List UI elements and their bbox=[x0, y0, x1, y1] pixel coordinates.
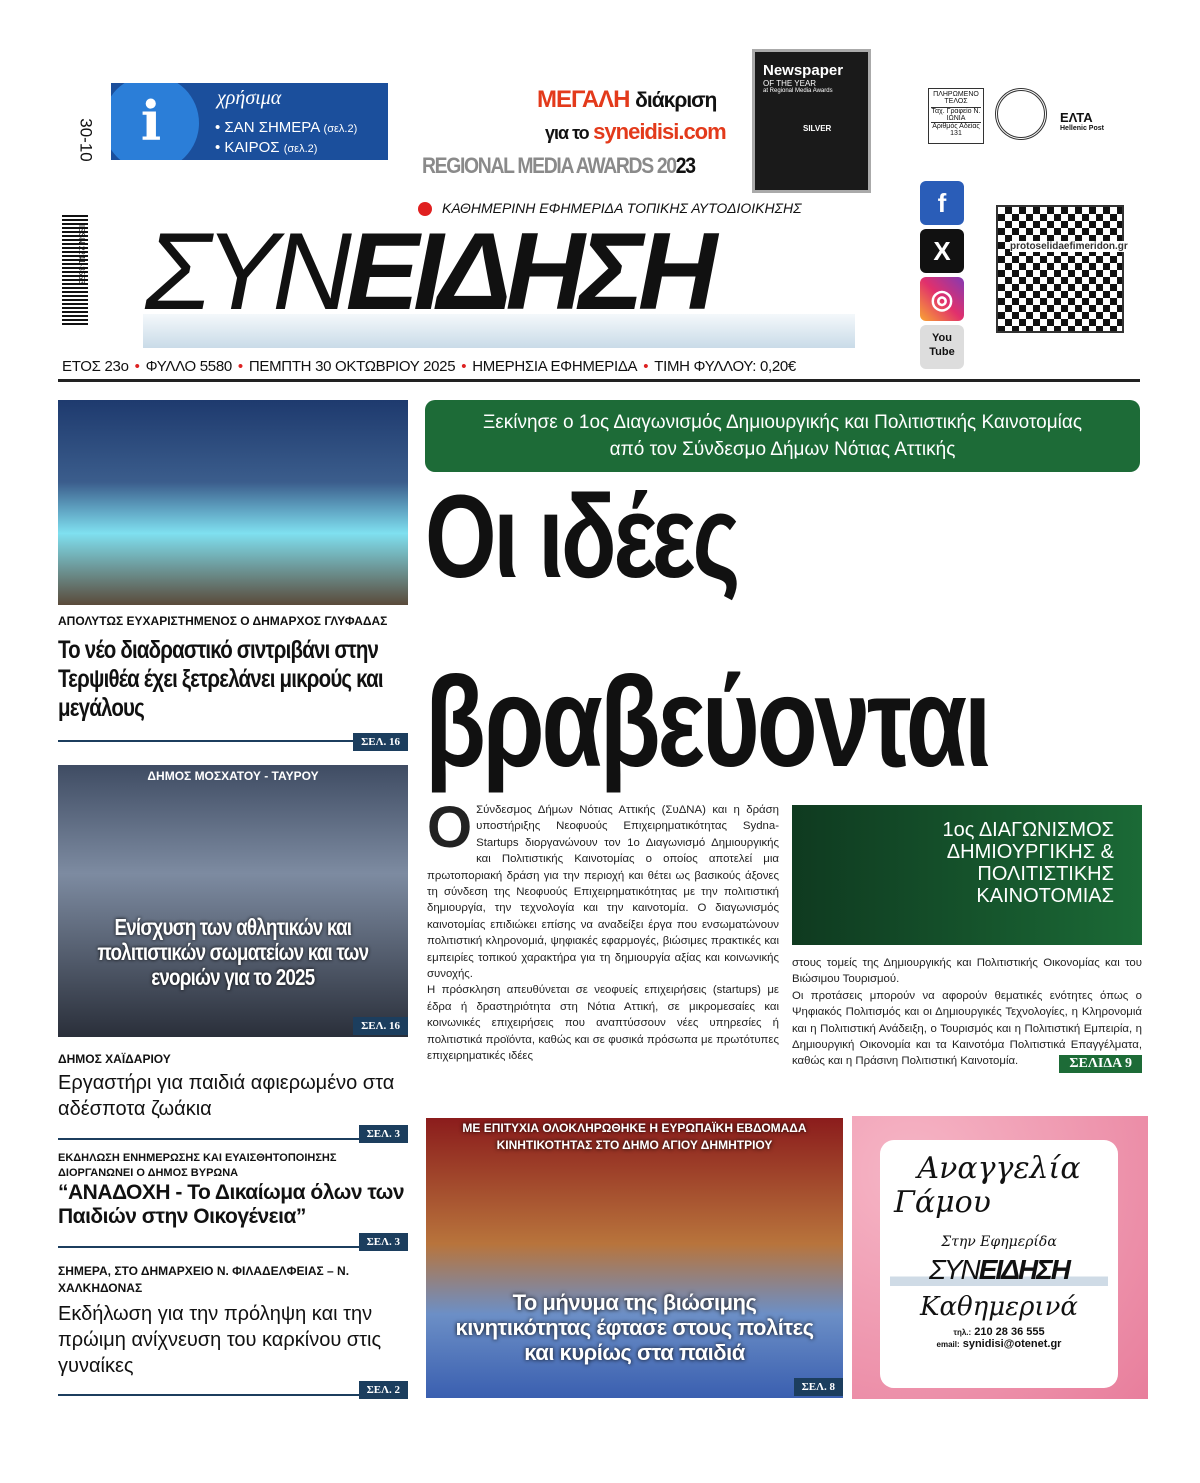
page-ref[interactable]: ΣΕΛ. 3 bbox=[359, 1125, 408, 1143]
award-plaque: Newspaper OF THE YEAR at Regional Media Awards SILVER bbox=[755, 52, 868, 190]
ad-phone: τηλ.: 210 28 36 555 bbox=[953, 1326, 1045, 1338]
story-headline[interactable]: Εκδήλωση για την πρόληψη και την πρώιμη ανίχνευση του καρκίνου στις γυναίκες bbox=[58, 1303, 382, 1377]
info-item-page: (σελ.2) bbox=[283, 143, 318, 155]
story-kicker: ΔΗΜΟΣ ΜΟΣΧΑΤΟΥ - ΤΑΥΡΟΥ bbox=[147, 769, 319, 783]
issn: ISSN 2241-3553 bbox=[77, 224, 87, 285]
story-kicker: ΕΚΔΗΛΩΣΗ ΕΝΗΜΕΡΩΣΗΣ ΚΑΙ ΕΥΑΙΣΘΗΤΟΠΟΙΗΣΗΣ ΔΙΟΡΓΑΝΩΝΕΙ Ο ΔΗΜΟΣ ΒΥΡΩΝΑ bbox=[58, 1152, 337, 1179]
lead-body-col2: στους τομείς της Δημιουργικής και Πολιτιστικής Οικονομίας και του Βιώσιμου Τουρισμού. Οι προτάσεις μπορούν να αφορούν θεματικές ενότητες όπως ο Ψηφιακός Πολιτισμός και οι Δημιουργικές Τεχνολογίες, η Κληρονομιά και η Πολιτιστική Ανάδειξη, ο Τουρισμός και η Πολιτιστική Εμπειρία, η Δημιουργική Οικονομία και τα Καινοτόμα Πολιτιστικά Επαγγέλματα, καθώς και η Πράσινη Πολιτιστική Καινοτομία. ΣΕΛΙΔΑ 9 bbox=[792, 957, 1142, 1072]
story-vyronas[interactable] bbox=[58, 1151, 408, 1251]
postage-seal bbox=[995, 88, 1047, 140]
instagram-icon[interactable]: ◎ bbox=[920, 277, 964, 321]
date-side: 30-10 bbox=[76, 118, 96, 162]
qr-code[interactable] bbox=[996, 205, 1128, 333]
ad-title-2: Γάμου bbox=[894, 1185, 991, 1220]
story-headline[interactable]: Ενίσχυση των αθλητικών και πολιτιστικών σωματείων και των ενοριών για το 2025 bbox=[97, 914, 369, 990]
info-icon: i bbox=[111, 83, 199, 160]
info-item-label: ΣΑΝ ΣΗΜΕΡΑ bbox=[224, 119, 320, 136]
tagline: ΚΑΘΗΜΕΡΙΝΗ ΕΦΗΜΕΡΙΔΑ ΤΟΠΙΚΗΣ ΑΥΤΟΔΙΟΙΚΗΣΗΣ bbox=[418, 200, 802, 216]
info-box[interactable] bbox=[111, 83, 388, 160]
award-line3: REGIONAL MEDIA AWARDS 2023 bbox=[422, 153, 695, 178]
issue-meta: ΕΤΟΣ 23ο • ΦΥΛΛΟ 5580 • ΠΕΜΠΤΗ 30 ΟΚΤΩΒΡΙΟΥ 2025 • ΗΜΕΡΗΣΙΑ ΕΦΗΜΕΡΙΔΑ • ΤΙΜΗ ΦΥΛΛΟΥ: 0,20€ bbox=[62, 358, 796, 375]
page-ref[interactable]: ΣΕΛ. 3 bbox=[359, 1233, 408, 1251]
story-kicker: ΜΕ ΕΠΙΤΥΧΙΑ ΟΛΟΚΛΗΡΩΘΗΚΕ Η ΕΥΡΩΠΑΪΚΗ ΕΒΔΟΜΑΔΑ ΚΙΝΗΤΙΚΟΤΗΤΑΣ ΣΤΟ ΔΗΜΟ ΑΓΙΟΥ ΔΗΜΗΤΡΙΟΥ bbox=[462, 1121, 807, 1152]
masthead-rule bbox=[58, 379, 1140, 382]
lead-title-2[interactable]: βραβεύονται bbox=[425, 651, 989, 794]
x-icon[interactable]: X bbox=[920, 229, 964, 273]
story-chaidari[interactable] bbox=[58, 1052, 408, 1142]
award-line1: ΜΕΓΑΛΗ διάκριση bbox=[537, 86, 717, 113]
wedding-ad[interactable] bbox=[852, 1116, 1148, 1399]
facebook-icon[interactable]: f bbox=[920, 181, 964, 225]
story-headline[interactable]: “ΑΝΑΔΟΧΗ - Το Δικαίωμα όλων των Παιδιών στην Οικογένεια” bbox=[58, 1181, 405, 1228]
ad-daily: Καθημερινά bbox=[920, 1292, 1078, 1322]
page-ref[interactable]: ΣΕΛ. 16 bbox=[353, 1017, 408, 1035]
ad-logo: ΣΥΝΕΙΔΗΣΗ bbox=[890, 1254, 1108, 1286]
story-kicker: ΔΗΜΟΣ ΧΑΪΔΑΡΙΟΥ bbox=[58, 1052, 171, 1066]
lead-body-col1: Ο Σύνδεσμος Δήμων Νότιας Αττικής (ΣυΔΝΑ) και η δράση υποστήριξης Νεοφυούς Επιχειρηματικότητας Sydna-Startups διοργανώνουν τον 1ο Διαγωνισμό Δημιουργικής και Πολιτιστικής Καινοτομίας ο οποίος αποτελεί μια πρωτοποριακή δράση για την περιοχή και θέτει ως βασικούς άξονες τη σύνδεση της Νεοφυούς Επιχειρηματικότητας με την πολιτιστική δημιουργία, την τεχνολογία και την καινοτομία. Ο διαγωνισμός καινοτομίας επιδιώκει επίσης να αναδείξει έργα που ενσωματώνουν πολιτιστική κληρονομιά, ψηφιακές εφαρμογές, βιώσιμες πρακτικές και εμπειρίες τοπικού χαρακτήρα για τη δημιουργία αξίας και κοινωνικής συνοχής. Η πρόσκληση απευθύνεται σε νεοφυείς επιχειρήσεις (startups) με έδρα ή δραστηριότητα στη Νότια Αττική, σε μικρομεσαίες και κοινωνικές επιχειρήσεις που αναπτύσσουν νέες υπηρεσίες ή πολιτιστικά προϊόντα, καθώς και σε φυσικά πρόσωπα με πρωτότυπες επιχειρηματικές ιδέες bbox=[427, 795, 779, 1063]
info-item-today[interactable]: • ΣΑΝ ΣΗΜΕΡΑ (σελ.2) bbox=[215, 119, 358, 136]
ad-line: Στην Εφημερίδα bbox=[941, 1234, 1057, 1250]
story-headline[interactable]: Εργαστήρι για παιδιά αφιερωμένο στα αδέσποτα ζωάκια bbox=[58, 1072, 395, 1120]
story-headline[interactable]: Το μήνυμα της βιώσιμης κινητικότητας έφτασε στους πολίτες και κυρίως στα παιδιά bbox=[455, 1290, 814, 1365]
lead-banner[interactable]: Ξεκίνησε ο 1ος Διαγωνισμός Δημιουργικής και Πολιτιστικής Καινοτομίας από τον Σύνδεσμο Δήμων Νότιας Αττικής bbox=[425, 400, 1140, 472]
page-ref[interactable]: ΣΕΛ. 16 bbox=[353, 733, 408, 751]
mobility-story[interactable] bbox=[426, 1118, 843, 1398]
story-headline[interactable]: Το νέο διαδραστικό σιντριβάνι στην Τερψιθέα έχει ξετρελάνει μικρούς και μεγάλους bbox=[58, 636, 383, 722]
award-line2: για το syneidisi.com bbox=[545, 119, 726, 144]
info-item-label: ΚΑΙΡΟΣ bbox=[224, 139, 280, 156]
page-ref[interactable]: ΣΕΛ. 2 bbox=[359, 1381, 408, 1399]
postage-paid: ΠΛΗΡΩΜΕΝΟ ΤΕΛΟΣ Ταχ. Γραφείο Ν. ΙΩΝΙΑ Αριθμός Αδείας 131 bbox=[928, 88, 984, 144]
story-kicker: ΣΗΜΕΡΑ, ΣΤΟ ΔΗΜΑΡΧΕΙΟ Ν. ΦΙΛΑΔΕΛΦΕΙΑΣ – Ν. ΧΑΛΚΗΔΟΝΑΣ bbox=[58, 1264, 350, 1295]
contest-graphic: 1ος ΔΙΑΓΩΝΙΣΜΟΣ ΔΗΜΙΟΥΡΓΙΚΗΣ & ΠΟΛΙΤΙΣΤΙΚΗΣ ΚΑΙΝΟΤΟΜΙΑΣ bbox=[792, 805, 1142, 945]
newspaper-logo: ΣΥΝΕΙΔΗΣΗ bbox=[145, 210, 712, 333]
story-moschato[interactable] bbox=[58, 765, 408, 1037]
elta-logo: ΕΛΤΑ Hellenic Post bbox=[1060, 110, 1104, 132]
story-fountain[interactable] bbox=[58, 400, 408, 748]
page-ref[interactable]: ΣΕΛ. 8 bbox=[794, 1378, 843, 1396]
ad-email: email: synidisi@otenet.gr bbox=[936, 1338, 1062, 1350]
story-filadelfeia[interactable] bbox=[58, 1263, 408, 1399]
lead-page-ref[interactable]: ΣΕΛΙΔΑ 9 bbox=[1059, 1055, 1142, 1073]
fountain-photo bbox=[58, 400, 408, 605]
ad-title: Αναγγελία bbox=[917, 1151, 1081, 1186]
info-item-weather[interactable]: • ΚΑΙΡΟΣ (σελ.2) bbox=[215, 139, 318, 156]
info-title: χρήσιμα bbox=[217, 87, 282, 109]
qr-label: protoselidaefimeridon.gr bbox=[1010, 241, 1128, 252]
lead-title-1[interactable]: Οι ιδέες bbox=[425, 471, 738, 603]
info-item-page: (σελ.2) bbox=[323, 123, 358, 135]
youtube-icon[interactable]: You Tube bbox=[920, 325, 964, 369]
story-kicker: ΑΠΟΛΥΤΩΣ ΕΥΧΑΡΙΣΤΗΜΕΝΟΣ Ο ΔΗΜΑΡΧΟΣ ΓΛΥΦΑΔΑΣ bbox=[58, 614, 388, 628]
